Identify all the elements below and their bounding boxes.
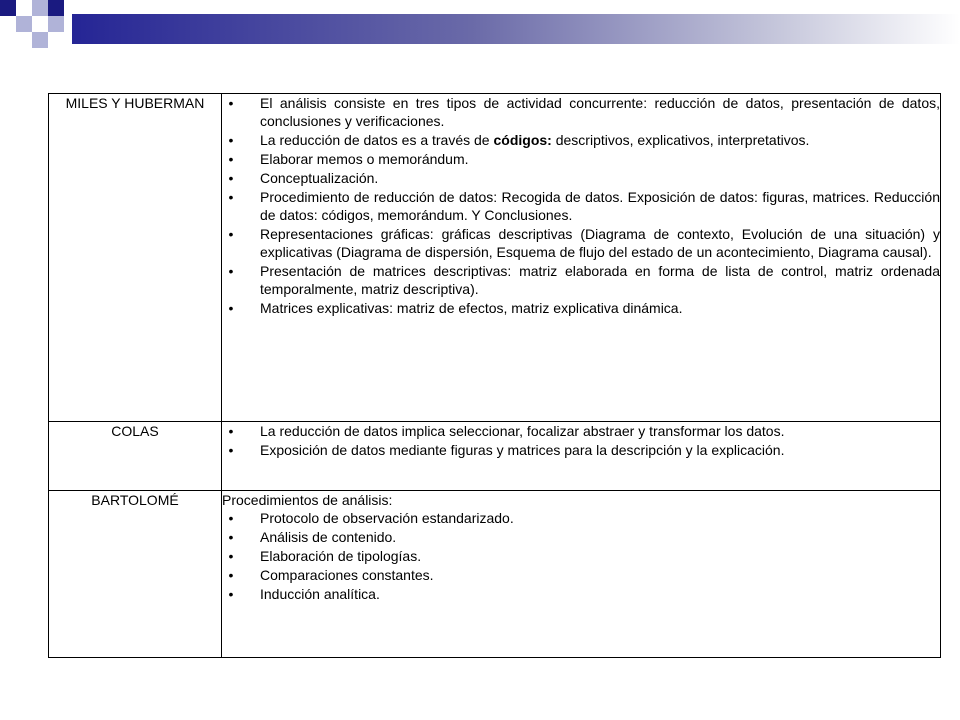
list-item: • Elaboración de tipologías. bbox=[222, 547, 940, 565]
intro-text: Procedimientos de análisis: bbox=[222, 492, 393, 508]
list-item: • Análisis de contenido. bbox=[222, 528, 940, 546]
list-item-text: La reducción de datos es a través de códigos: descriptivos, explicativos, interpretativos. bbox=[260, 132, 810, 148]
bold-phrase: códigos: bbox=[493, 132, 552, 148]
deco-square bbox=[48, 16, 64, 32]
deco-square bbox=[16, 16, 32, 32]
table-row bbox=[49, 94, 941, 422]
bullet-icon: • bbox=[228, 442, 234, 458]
deco-square bbox=[48, 0, 64, 16]
deco-square bbox=[32, 32, 48, 48]
list-item: • Elaborar memos o memorándum. bbox=[222, 150, 940, 168]
bullet-icon: • bbox=[228, 189, 234, 205]
description-cell bbox=[222, 491, 941, 658]
deco-square bbox=[32, 0, 48, 16]
bullet-list bbox=[222, 94, 940, 317]
list-item: • Procedimiento de reducción de datos: Recogida de datos. Exposición de datos: figuras, matrices. Reducción de datos: códigos, memorándum. Y Conclusiones. bbox=[222, 188, 940, 224]
list-item: • Comparaciones constantes. bbox=[222, 566, 940, 584]
list-item: • Conceptualización. bbox=[222, 169, 940, 187]
list-item: • Exposición de datos mediante figuras y matrices para la descripción y la explicación. bbox=[222, 441, 940, 459]
bullet-icon: • bbox=[228, 226, 234, 242]
bullet-icon: • bbox=[228, 586, 234, 602]
list-item-codes bbox=[222, 131, 940, 149]
bullet-list bbox=[222, 509, 940, 603]
list-item: • Matrices explicativas: matriz de efectos, matriz explicativa dinámica. bbox=[222, 299, 940, 317]
deco-square bbox=[16, 0, 32, 16]
bullet-icon: • bbox=[228, 300, 234, 316]
bullet-icon: • bbox=[228, 132, 234, 148]
author-cell bbox=[49, 491, 222, 658]
bullet-icon: • bbox=[228, 95, 234, 111]
author-cell bbox=[49, 94, 222, 422]
analysis-table bbox=[48, 93, 941, 658]
header-gradient-bar bbox=[72, 14, 960, 44]
table-row bbox=[49, 491, 941, 658]
author-label: MILES Y HUBERMAN bbox=[65, 95, 205, 111]
list-item: • Inducción analítica. bbox=[222, 585, 940, 603]
bullet-icon: • bbox=[228, 548, 234, 564]
description-cell bbox=[222, 422, 941, 491]
list-item: • Protocolo de observación estandarizado. bbox=[222, 509, 940, 527]
author-cell bbox=[49, 422, 222, 491]
list-item: • Representaciones gráficas: gráficas descriptivas (Diagrama de contexto, Evolución de una situación) y explicativas (Diagrama de dispersión, Esquema de flujo del estado de un acontecimiento, Diagrama causal). bbox=[222, 225, 940, 261]
deco-square bbox=[32, 16, 48, 32]
author-label: BARTOLOMÉ bbox=[91, 492, 179, 508]
list-item: • Presentación de matrices descriptivas: matriz elaborada en forma de lista de control, matriz ordenada temporalmente, matriz descriptiva). bbox=[222, 262, 940, 298]
description-cell bbox=[222, 94, 941, 422]
bullet-icon: • bbox=[228, 151, 234, 167]
bullet-list bbox=[222, 422, 940, 459]
deco-square bbox=[0, 0, 16, 16]
bullet-icon: • bbox=[228, 567, 234, 583]
list-item: • El análisis consiste en tres tipos de actividad concurrente: reducción de datos, presentación de datos, conclusiones y verificaciones. bbox=[222, 94, 940, 130]
author-label: COLAS bbox=[111, 423, 159, 439]
bullet-icon: • bbox=[228, 263, 234, 279]
bullet-icon: • bbox=[228, 423, 234, 439]
bullet-icon: • bbox=[228, 510, 234, 526]
table-row bbox=[49, 422, 941, 491]
bullet-icon: • bbox=[228, 529, 234, 545]
list-item: • La reducción de datos implica seleccionar, focalizar abstraer y transformar los datos. bbox=[222, 422, 940, 440]
bullet-icon: • bbox=[228, 170, 234, 186]
